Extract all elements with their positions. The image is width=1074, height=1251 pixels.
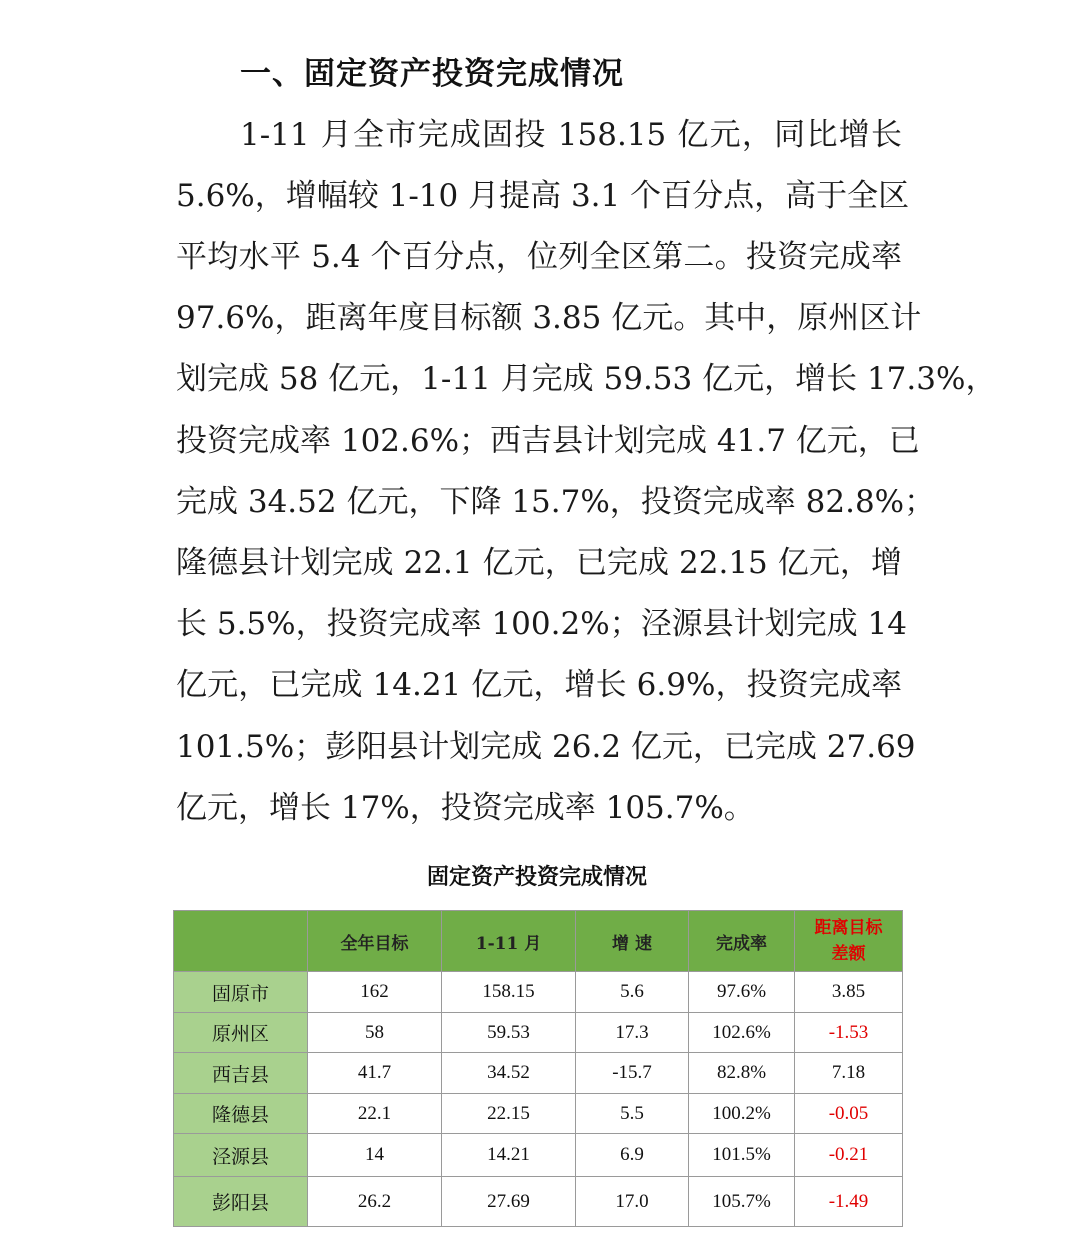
paragraph-line: 长 5.5%，投资完成率 100.2%；泾源县计划完成 14 [176, 606, 907, 642]
paragraph-line: 97.6%，距离年度目标额 3.85 亿元。其中，原州区计 [176, 300, 922, 336]
header-completion-rate: 完成率 [689, 911, 795, 972]
gap-cell: 3.85 [795, 972, 903, 1013]
header-annual-target: 全年目标 [308, 911, 442, 972]
completed-cell: 22.15 [442, 1094, 576, 1134]
completed-cell: 59.53 [442, 1013, 576, 1053]
growth-cell: 17.3 [576, 1013, 689, 1053]
header-gap-line1: 距离目标 [814, 918, 883, 938]
region-cell: 泾源县 [174, 1134, 308, 1177]
rate-cell: 101.5% [689, 1134, 795, 1177]
table-row [174, 1053, 903, 1094]
gap-cell: -1.49 [795, 1177, 903, 1227]
paragraph-line: 101.5%；彭阳县计划完成 26.2 亿元，已完成 27.69 [176, 729, 916, 765]
region-cell: 彭阳县 [174, 1177, 308, 1227]
header-gap-line2: 差额 [831, 944, 866, 964]
table-row [174, 1177, 903, 1227]
paragraph-line: 完成 34.52 亿元，下降 15.7%，投资完成率 82.8%； [176, 484, 936, 520]
completed-cell: 14.21 [442, 1134, 576, 1177]
target-cell: 22.1 [308, 1094, 442, 1134]
table-header-row [174, 911, 903, 972]
paragraph-line: 划完成 58 亿元，1-11 月完成 59.53 亿元，增长 17.3%， [176, 361, 997, 397]
target-cell: 26.2 [308, 1177, 442, 1227]
rate-cell: 105.7% [689, 1177, 795, 1227]
growth-cell: 5.6 [576, 972, 689, 1013]
gap-cell: -0.21 [795, 1134, 903, 1177]
growth-cell: 6.9 [576, 1134, 689, 1177]
section-heading: 一、固定资产投资完成情况 [240, 56, 624, 92]
table-row [174, 1094, 903, 1134]
paragraph-line: 1-11 月全市完成固投 158.15 亿元，同比增长 [240, 117, 902, 153]
rate-cell: 82.8% [689, 1053, 795, 1094]
region-cell: 原州区 [174, 1013, 308, 1053]
header-growth: 增 速 [576, 911, 689, 972]
paragraph-line: 亿元，已完成 14.21 亿元，增长 6.9%，投资完成率 [176, 667, 902, 703]
header-corner [174, 911, 308, 972]
target-cell: 58 [308, 1013, 442, 1053]
investment-table [173, 910, 903, 1227]
rate-cell: 100.2% [689, 1094, 795, 1134]
paragraph-line: 投资完成率 102.6%；西吉县计划完成 41.7 亿元，已 [176, 423, 920, 459]
rate-cell: 97.6% [689, 972, 795, 1013]
paragraph-line: 隆德县计划完成 22.1 亿元，已完成 22.15 亿元，增 [176, 545, 902, 581]
region-cell: 隆德县 [174, 1094, 308, 1134]
region-cell: 固原市 [174, 972, 308, 1013]
header-jan-nov: 1-11 月 [442, 911, 576, 972]
table-row [174, 972, 903, 1013]
region-cell: 西吉县 [174, 1053, 308, 1094]
table-row [174, 1134, 903, 1177]
target-cell: 41.7 [308, 1053, 442, 1094]
growth-cell: 5.5 [576, 1094, 689, 1134]
paragraph-line: 平均水平 5.4 个百分点，位列全区第二。投资完成率 [176, 239, 902, 275]
table-row [174, 1013, 903, 1053]
completed-cell: 27.69 [442, 1177, 576, 1227]
paragraph-line: 5.6%，增幅较 1-10 月提高 3.1 个百分点，高于全区 [176, 178, 910, 214]
paragraph-line: 亿元，增长 17%，投资完成率 105.7%。 [176, 790, 755, 826]
target-cell: 14 [308, 1134, 442, 1177]
completed-cell: 34.52 [442, 1053, 576, 1094]
header-gap [795, 911, 903, 972]
gap-cell: -0.05 [795, 1094, 903, 1134]
completed-cell: 158.15 [442, 972, 576, 1013]
gap-cell: 7.18 [795, 1053, 903, 1094]
growth-cell: -15.7 [576, 1053, 689, 1094]
gap-cell: -1.53 [795, 1013, 903, 1053]
rate-cell: 102.6% [689, 1013, 795, 1053]
table-title: 固定资产投资完成情况 [426, 864, 647, 890]
target-cell: 162 [308, 972, 442, 1013]
growth-cell: 17.0 [576, 1177, 689, 1227]
